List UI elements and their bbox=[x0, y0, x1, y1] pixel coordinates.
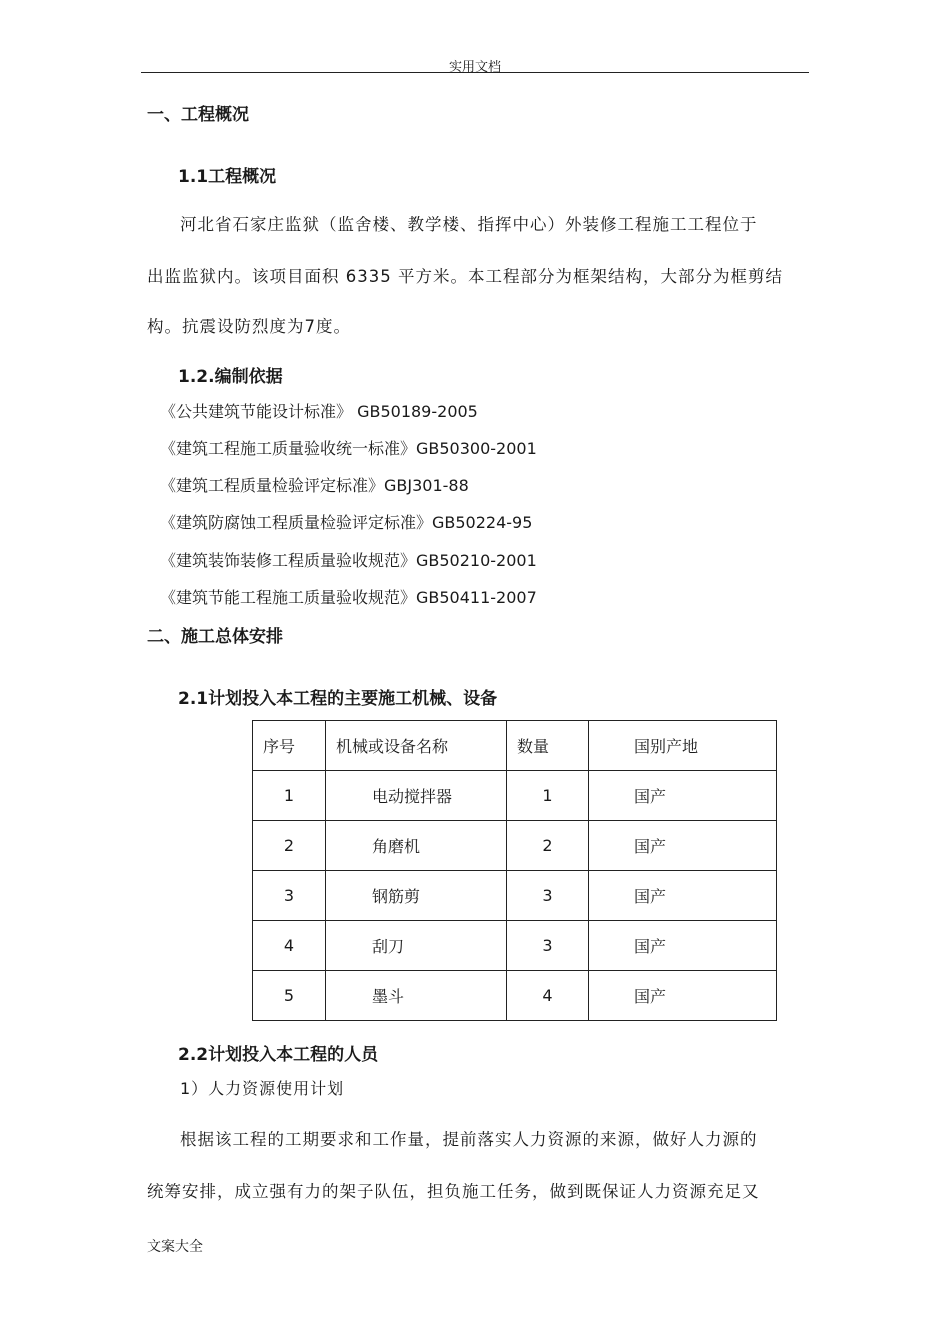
cell-origin: 国产 bbox=[589, 921, 777, 971]
section-1-title: 一、工程概况 bbox=[147, 105, 249, 125]
paragraph-line: 根据该工程的工期要求和工作量，提前落实人力资源的来源，做好人力源的 bbox=[180, 1130, 758, 1149]
cell-name: 角磨机 bbox=[326, 821, 507, 871]
header-cell-origin: 国别产地 bbox=[589, 721, 777, 771]
table-header-row bbox=[253, 721, 777, 771]
page-footer: 文案大全 bbox=[147, 1239, 203, 1255]
reference-item: 《建筑防腐蚀工程质量检验评定标准》GB50224-95 bbox=[160, 513, 533, 532]
cell-origin: 国产 bbox=[589, 771, 777, 821]
table-row bbox=[253, 821, 777, 871]
equipment-table bbox=[252, 720, 777, 1021]
cell-name: 刮刀 bbox=[326, 921, 507, 971]
list-item: 1）人力资源使用计划 bbox=[180, 1079, 345, 1098]
section-1-2-title: 1.2.编制依据 bbox=[178, 367, 283, 387]
table-row bbox=[253, 921, 777, 971]
header-cell-name: 机械或设备名称 bbox=[326, 721, 507, 771]
cell-name: 电动搅拌器 bbox=[326, 771, 507, 821]
cell-origin: 国产 bbox=[589, 971, 777, 1021]
section-2-2-title: 2.2计划投入本工程的人员 bbox=[178, 1045, 379, 1065]
cell-name: 墨斗 bbox=[326, 971, 507, 1021]
reference-item: 《建筑装饰装修工程质量验收规范》GB50210-2001 bbox=[160, 551, 537, 570]
table-row bbox=[253, 771, 777, 821]
cell-origin: 国产 bbox=[589, 871, 777, 921]
page-header: 实用文档 bbox=[448, 60, 501, 75]
cell-quantity: 2 bbox=[507, 821, 589, 871]
reference-item: 《建筑工程施工质量验收统一标准》GB50300-2001 bbox=[160, 439, 537, 458]
header-rule bbox=[141, 72, 809, 73]
table-row bbox=[253, 971, 777, 1021]
section-2-title: 二、施工总体安排 bbox=[147, 627, 283, 647]
paragraph-line: 出监监狱内。该项目面积 6335 平方米。本工程部分为框架结构，大部分为框剪结 bbox=[147, 267, 783, 286]
cell-index: 3 bbox=[253, 871, 326, 921]
cell-index: 2 bbox=[253, 821, 326, 871]
cell-quantity: 3 bbox=[507, 921, 589, 971]
cell-quantity: 1 bbox=[507, 771, 589, 821]
section-1-1-title: 1.1工程概况 bbox=[178, 167, 277, 187]
cell-index: 1 bbox=[253, 771, 326, 821]
reference-item: 《公共建筑节能设计标准》 GB50189-2005 bbox=[160, 402, 478, 421]
cell-index: 5 bbox=[253, 971, 326, 1021]
header-cell-quantity: 数量 bbox=[507, 721, 589, 771]
header-cell-index: 序号 bbox=[253, 721, 326, 771]
paragraph-line: 构。抗震设防烈度为7度。 bbox=[147, 317, 351, 336]
paragraph-line: 河北省石家庄监狱（监舍楼、教学楼、指挥中心）外装修工程施工工程位于 bbox=[180, 215, 758, 234]
table-row bbox=[253, 871, 777, 921]
cell-origin: 国产 bbox=[589, 821, 777, 871]
cell-name: 钢筋剪 bbox=[326, 871, 507, 921]
cell-index: 4 bbox=[253, 921, 326, 971]
reference-item: 《建筑节能工程施工质量验收规范》GB50411-2007 bbox=[160, 588, 537, 607]
reference-item: 《建筑工程质量检验评定标准》GBJ301-88 bbox=[160, 476, 469, 495]
section-2-1-title: 2.1计划投入本工程的主要施工机械、设备 bbox=[178, 689, 498, 709]
cell-quantity: 4 bbox=[507, 971, 589, 1021]
cell-quantity: 3 bbox=[507, 871, 589, 921]
paragraph-line: 统筹安排，成立强有力的架子队伍，担负施工任务，做到既保证人力资源充足又 bbox=[147, 1182, 760, 1201]
